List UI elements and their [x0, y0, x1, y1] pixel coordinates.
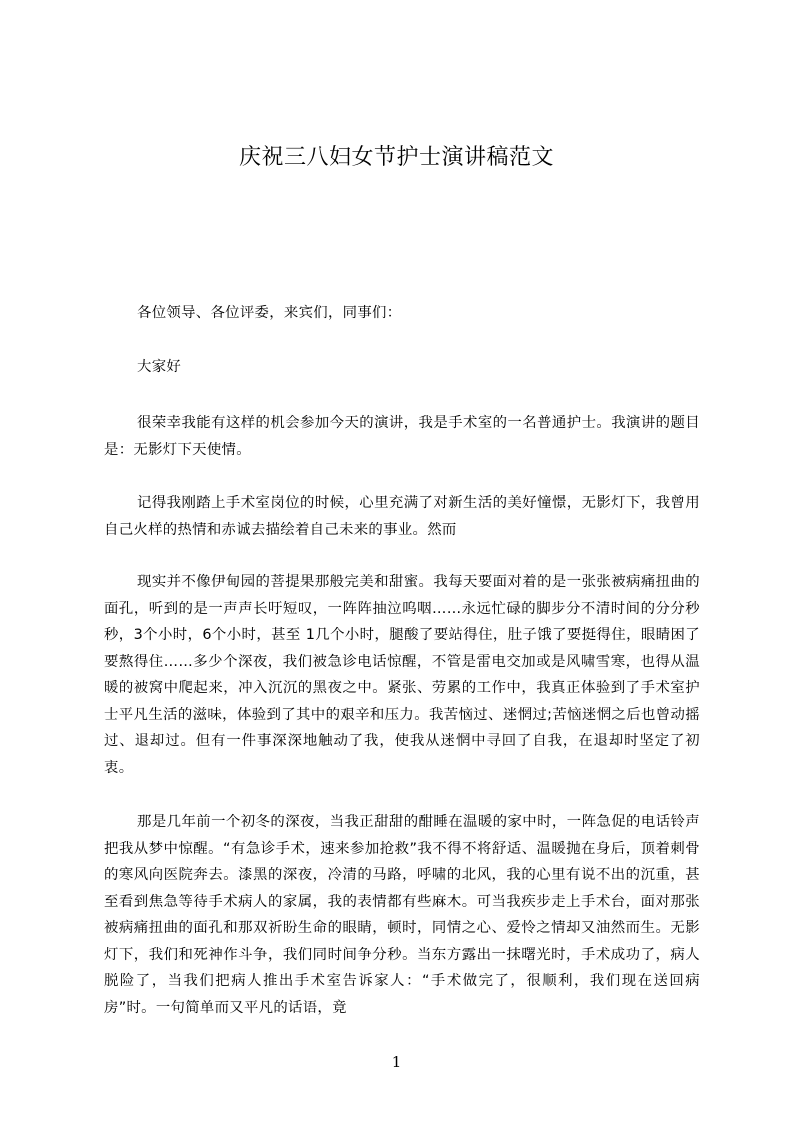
story-paragraph: 那是几年前一个初冬的深夜，当我正甜甜的酣睡在温暖的家中时，一阵急促的电话铃声把我从梦中惊醒。“有急诊手术，速来参加抢救”我不得不将舒适、温暖抛在身后，顶着刺骨的寒风向医院奔去。漆黑的深夜，冷清的马路，呼啸的北风，我的心里有说不出的沉重，甚至看到焦急等待手术病人的家属，我的表情都有些麻木。可当我疾步走上手术台，面对那张被病痛扭曲的面孔和那双祈盼生命的眼睛，顿时，同情之心、爱怜之情却又油然而生。无影灯下，我们和死神作斗争，我们同时间争分秒。当东方露出一抹曙光时，手术成功了，病人脱险了，当我们把病人推出手术室告诉家人：“手术做完了，很顺利，我们现在送回病房”时。一句简单而又平凡的话语，竟 [104, 814, 700, 1016]
greeting-paragraph: 大家好 [137, 359, 182, 376]
document-title: 庆祝三八妇女节护士演讲稿范文 [238, 145, 554, 170]
reality-paragraph: 现实并不像伊甸园的菩提果那般完美和甜蜜。我每天要面对着的是一张张被病痛扭曲的面孔，听到的是一声声长吁短叹，一阵阵抽泣呜咽……永远忙碌的脚步分不清时间的分分秒秒，3个小时，6个小时，甚至 1几个小时，腿酸了要站得住，肚子饿了要挺得住，眼睛困了要熬得住……多少个深夜，我们被急诊电话惊醒，不管是雷电交加或是风啸雪寒，也得从温暖的被窝中爬起来，冲入沉沉的黑夜之中。紧张、劳累的工作中，我真正体验到了手术室护士平凡生活的滋味，体验到了其中的艰辛和压力。我苦恼过、迷惘过;苦恼迷惘之后也曾动摇过、退却过。但有一件事深深地触动了我，使我从迷惘中寻回了自我，在退却时坚定了初衷。 [104, 574, 700, 776]
salutation-paragraph: 各位领导、各位评委，来宾们，同事们： [137, 305, 402, 322]
memory-paragraph: 记得我刚踏上手术室岗位的时候，心里充满了对新生活的美好憧憬，无影灯下，我曾用自己火样的热情和赤诚去描绘着自己未来的事业。然而 [104, 495, 700, 538]
intro-paragraph: 很荣幸我能有这样的机会参加今天的演讲，我是手术室的一名普通护士。我演讲的题目是：无影灯下天使情。 [104, 415, 700, 458]
page-number: 1 [391, 1053, 402, 1071]
